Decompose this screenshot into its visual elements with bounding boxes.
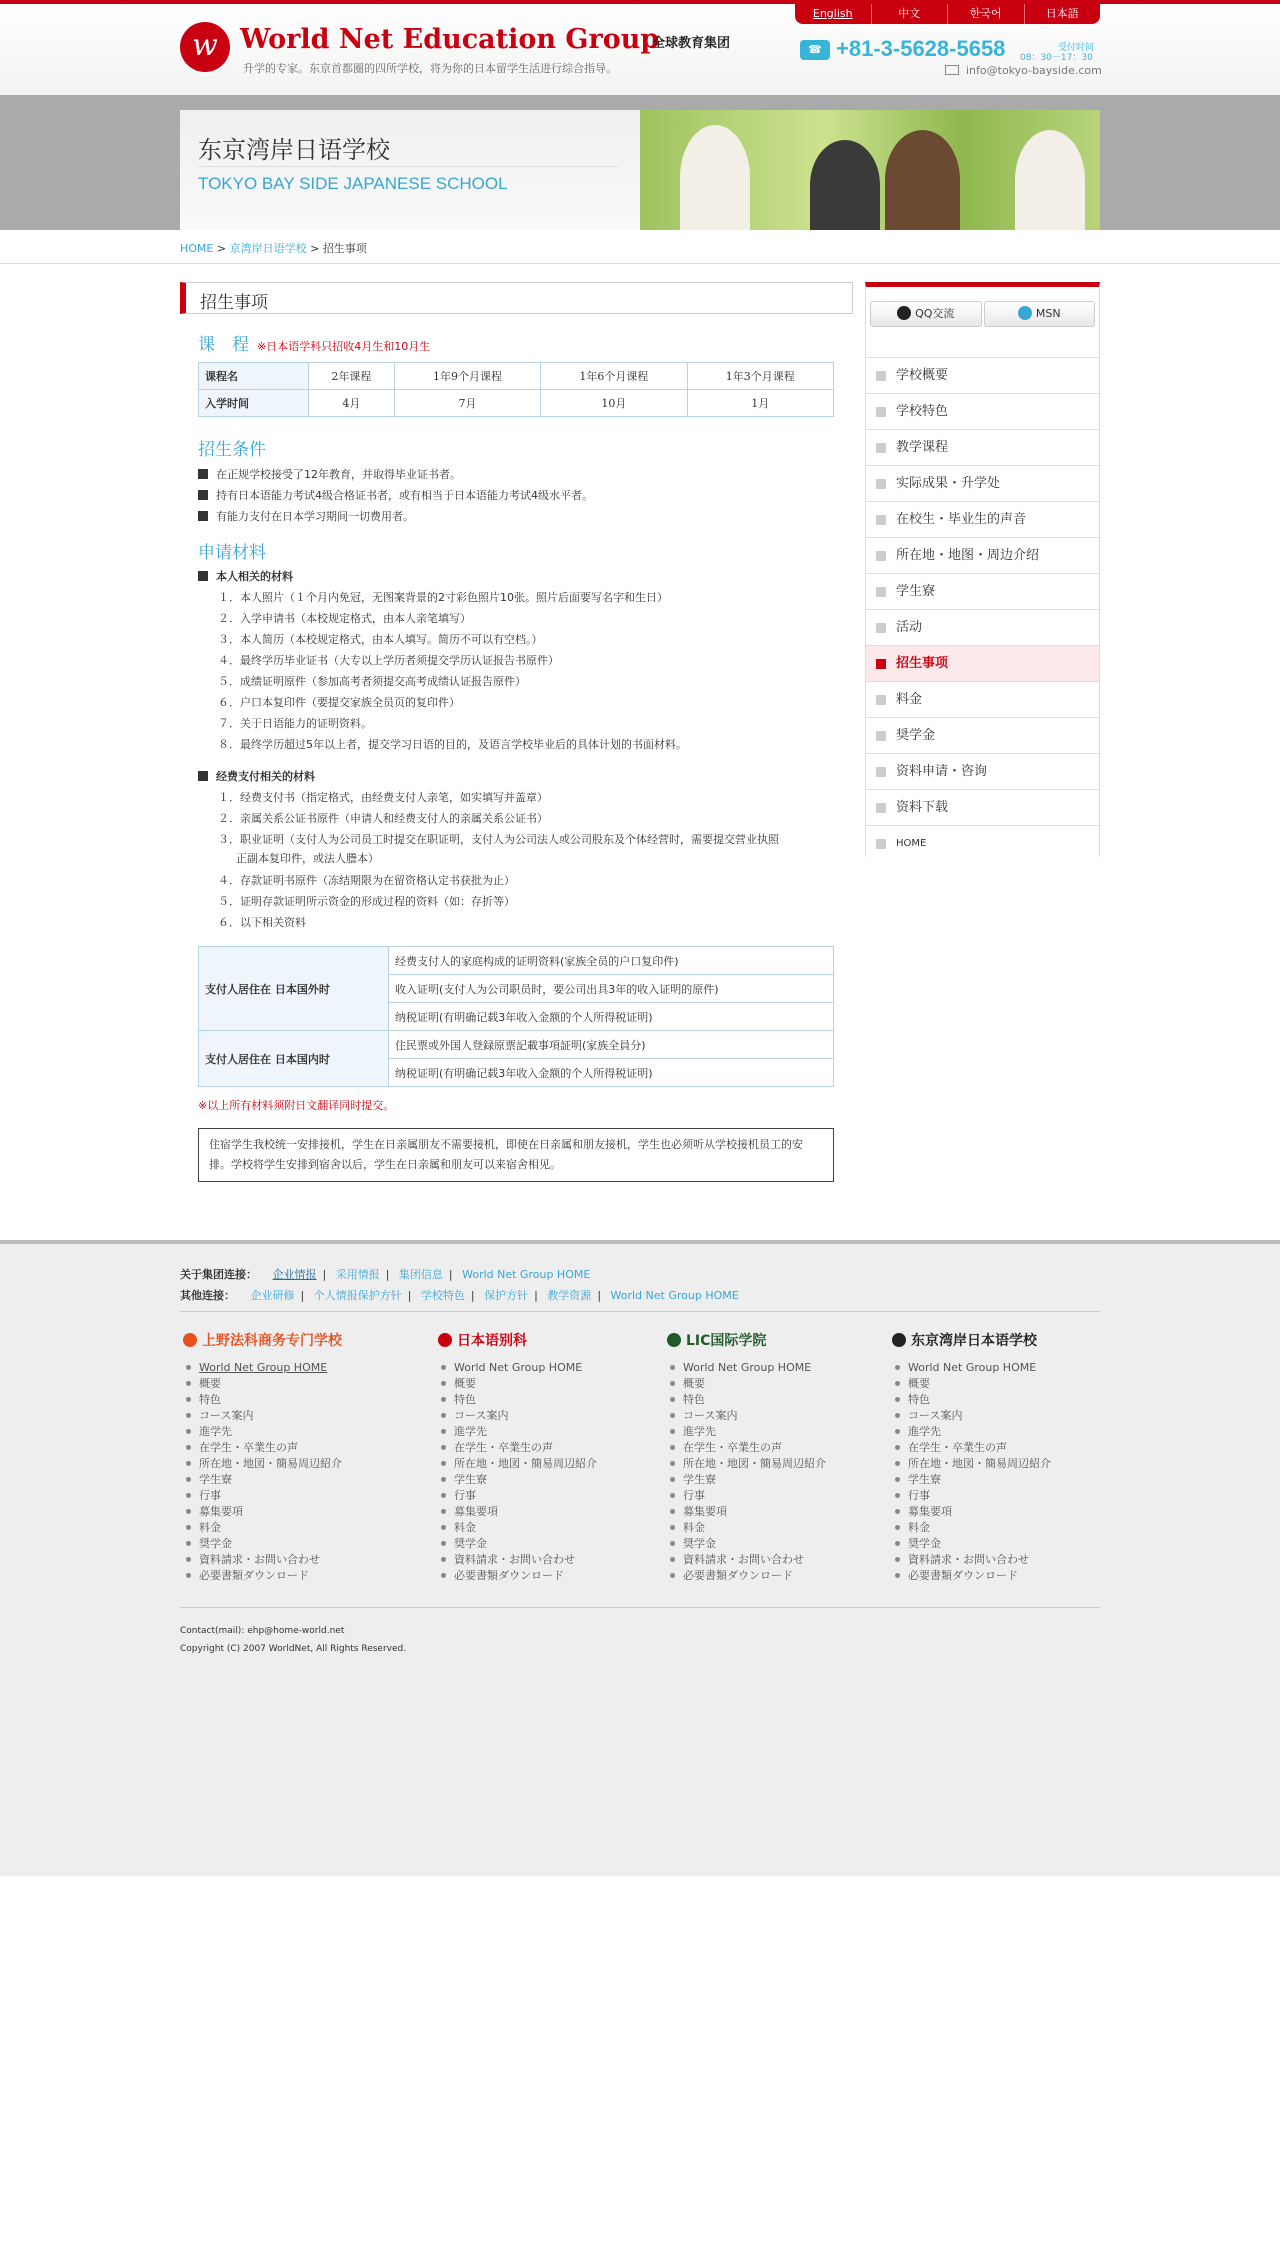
list-item[interactable]: World Net Group HOME xyxy=(438,1360,668,1376)
table-row xyxy=(199,1031,834,1059)
breadcrumb-current: 招生事项 xyxy=(322,242,367,255)
column-title-text: 日本语别科 xyxy=(457,1333,527,1349)
list-item[interactable]: 行事 xyxy=(667,1488,897,1504)
list-item[interactable]: 奨学金 xyxy=(183,1536,413,1552)
list-item[interactable]: 概要 xyxy=(438,1376,668,1392)
site-header xyxy=(0,0,1280,95)
list-item[interactable]: 所在地・地図・簡易周辺紹介 xyxy=(667,1456,897,1472)
student-figure xyxy=(885,130,960,230)
list-item[interactable]: 資料請求・お問い合わせ xyxy=(438,1552,668,1568)
footer-column-title[interactable] xyxy=(183,1330,413,1350)
list-item[interactable]: 行事 xyxy=(438,1488,668,1504)
copyright: Copyright (C) 2007 WorldNet, All Rights Reserved. xyxy=(180,1644,407,1654)
qq-label: QQ交流 xyxy=(915,307,955,320)
list-item[interactable]: 必要書類ダウンロード xyxy=(438,1568,668,1584)
course-name-cell: 1年9个月课程 xyxy=(394,363,540,390)
list-item: ６．户口本复印件（要提交家族全员页的复印件） xyxy=(218,696,460,709)
course-note: ※日本语学科只招收4月生和10月生 xyxy=(257,340,431,353)
arrow-circle-icon xyxy=(667,1333,681,1347)
list-item: ４．存款证明书原件（冻结期限为在留资格认定书获批为止） xyxy=(218,874,515,887)
list-item: 正副本复印件，或法人謄本） xyxy=(236,852,379,865)
sidebar-item-fees[interactable]: 料金 xyxy=(866,681,1099,717)
list-item: ３．本人简历（本校规定格式，由本人填写。简历不可以有空档。） xyxy=(218,633,543,646)
list-item[interactable]: 在学生・卒業生の声 xyxy=(438,1440,668,1456)
list-item[interactable]: 特色 xyxy=(183,1392,413,1408)
students-photo xyxy=(640,110,1100,230)
list-item[interactable]: 所在地・地図・簡易周辺紹介 xyxy=(438,1456,668,1472)
column-title-text: 上野法科商务专门学校 xyxy=(202,1333,342,1349)
list-item: ７．关于日语能力的证明资料。 xyxy=(218,717,372,730)
entry-time-cell: 1月 xyxy=(687,390,833,417)
list-item: ８．最终学历超过5年以上者，提交学习日语的目的，及语言学校毕业后的具体计划的书面材料。 xyxy=(218,738,687,751)
course-name-cell: 1年6个月课程 xyxy=(541,363,687,390)
personal-materials-heading xyxy=(198,568,293,584)
sponsor-materials-heading xyxy=(198,768,315,784)
page-title: 招生事项 xyxy=(200,293,268,313)
logo-subtitle: 全球教育集团 xyxy=(652,36,731,51)
materials-title: 申请材料 xyxy=(198,543,266,563)
footer-column-title[interactable] xyxy=(892,1330,1100,1350)
sidebar-item-overview[interactable]: 学校概要 xyxy=(866,357,1099,393)
footer-column-tokyo-bayside xyxy=(892,1330,1100,1584)
list-item[interactable]: World Net Group HOME xyxy=(667,1360,897,1376)
list-item: ５．成绩证明原件（参加高考者须提交高考成绩认证报告原件） xyxy=(218,675,526,688)
footer-link[interactable]: 个人情报保护方针 xyxy=(313,1289,402,1302)
list-item[interactable]: 募集要項 xyxy=(183,1504,413,1520)
table-cell: 收入证明(支付人为公司职员时，要公司出具3年的收入证明的原件) xyxy=(389,975,834,1003)
list-item[interactable]: 資料請求・お問い合わせ xyxy=(667,1552,897,1568)
student-figure xyxy=(1015,130,1085,230)
japan-label: 支付人居住在 日本国内时 xyxy=(199,1031,389,1087)
list-item[interactable]: World Net Group HOME xyxy=(183,1360,413,1376)
list-item[interactable]: 特色 xyxy=(892,1392,1100,1408)
sidebar-menu xyxy=(866,357,1099,861)
contact-email[interactable]: info@tokyo-bayside.com xyxy=(966,64,1102,77)
list-item[interactable]: 行事 xyxy=(892,1488,1100,1504)
footer-divider xyxy=(180,1607,1100,1608)
list-item: ４．最终学历毕业证书（大专以上学历者须提交学历认证报告书原件） xyxy=(218,654,559,667)
footer-link[interactable]: 集团信息 xyxy=(398,1268,443,1281)
lang-chinese[interactable]: 中文 xyxy=(871,4,948,24)
course-name-cell: 1年3个月课程 xyxy=(687,363,833,390)
sidebar xyxy=(865,282,1100,857)
list-item[interactable]: 奨学金 xyxy=(667,1536,897,1552)
list-item[interactable]: 概要 xyxy=(183,1376,413,1392)
sidebar-item-features[interactable]: 学校特色 xyxy=(866,393,1099,429)
list-item[interactable]: 進学先 xyxy=(892,1424,1100,1440)
footer-divider xyxy=(180,1311,1100,1312)
column-title-text: LIC国际学院 xyxy=(686,1333,767,1349)
arrow-circle-icon xyxy=(183,1333,197,1347)
sidebar-item-curriculum[interactable]: 教学课程 xyxy=(866,429,1099,465)
sidebar-item-admissions[interactable]: 招生事项 xyxy=(866,645,1099,681)
sidebar-item-home[interactable]: HOME xyxy=(866,825,1099,861)
banner xyxy=(180,110,1100,230)
entry-time-cell: 10月 xyxy=(541,390,687,417)
list-item[interactable]: コース案内 xyxy=(183,1408,413,1424)
breadcrumb-separator: > xyxy=(216,242,227,255)
qq-icon xyxy=(897,306,911,320)
student-figure xyxy=(680,125,750,230)
student-figure xyxy=(810,140,880,230)
translation-note: ※以上所有材料须附日文翻译同时提交。 xyxy=(198,1099,395,1112)
list-item: ２．入学申请书（本校规定格式，由本人亲笔填写） xyxy=(218,612,471,625)
table-cell: 纳税证明(有明确记载3年收入金额的个人所得税证明) xyxy=(389,1003,834,1031)
msn-chat-button[interactable] xyxy=(984,301,1096,327)
list-item xyxy=(198,466,461,482)
banner-text-area xyxy=(180,110,640,230)
list-item[interactable]: 募集要項 xyxy=(667,1504,897,1520)
condition-text: 有能力支付在日本学习期间一切费用者。 xyxy=(216,510,414,523)
condition-text: 在正规学校接受了12年教育，并取得毕业证书者。 xyxy=(216,468,461,481)
list-item[interactable]: 募集要項 xyxy=(892,1504,1100,1520)
sidebar-item-dormitory[interactable]: 学生寮 xyxy=(866,573,1099,609)
list-item xyxy=(198,487,593,503)
breadcrumb xyxy=(180,240,367,256)
list-item[interactable]: 進学先 xyxy=(438,1424,668,1440)
table-cell: 纳税证明(有明确记载3年收入金额的个人所得税证明) xyxy=(389,1059,834,1087)
bullet-arrow-icon xyxy=(198,511,208,521)
course-name-header: 课程名 xyxy=(199,363,309,390)
course-table xyxy=(198,362,834,417)
course-title: 课 程 xyxy=(198,335,249,355)
other-links-row: 其他连接： 企业研修 | 个人情报保护方针 | 学校特色 | 保护方针 | 教学资源 | World Net Group HOME xyxy=(180,1289,739,1302)
phone-icon: ☎ xyxy=(800,40,830,60)
footer-link[interactable]: 学校特色 xyxy=(420,1289,465,1302)
list-item[interactable]: コース案内 xyxy=(438,1408,668,1424)
list-item[interactable]: 学生寮 xyxy=(183,1472,413,1488)
dormitory-note: 住宿学生我校统一安排接机，学生在日亲属朋友不需要接机，即使在日亲属和朋友接机，学生也必须听从学校接机员工的安排。学校将学生安排到宿舍以后，学生在日亲属和朋友可以来宿舍相见。 xyxy=(198,1128,834,1182)
list-item[interactable]: 概要 xyxy=(667,1376,897,1392)
arrow-circle-icon xyxy=(438,1333,452,1347)
page-title-box xyxy=(180,282,853,314)
list-item[interactable]: コース案内 xyxy=(667,1408,897,1424)
list-item xyxy=(198,508,414,524)
hours-label: 受付时间 xyxy=(1058,43,1095,53)
list-item[interactable]: 必要書類ダウンロード xyxy=(892,1568,1100,1584)
footer-column-japanese-dept xyxy=(438,1330,668,1584)
breadcrumb-school[interactable]: 京湾岸日语学校 xyxy=(229,242,307,255)
column-title-text: 东京湾岸日本语学校 xyxy=(911,1333,1037,1349)
list-item[interactable]: 奨学金 xyxy=(438,1536,668,1552)
footer-link[interactable]: World Net Group HOME xyxy=(462,1268,591,1281)
table-cell: 住民票或外国人登録原票記載事項証明(家族全員分) xyxy=(389,1031,834,1059)
sponsor-documents-table xyxy=(198,946,834,1087)
breadcrumb-separator: > xyxy=(310,242,320,255)
sidebar-item-scholarship[interactable]: 奨学金 xyxy=(866,717,1099,753)
footer-column-title[interactable] xyxy=(438,1330,668,1350)
course-section-title xyxy=(198,330,430,355)
sidebar-item-location[interactable]: 所在地・地图・周边介绍 xyxy=(866,537,1099,573)
language-bar xyxy=(795,4,1100,24)
footer-link-list xyxy=(892,1360,1100,1584)
breadcrumb-home[interactable]: HOME xyxy=(180,242,214,255)
logo-mark[interactable]: w xyxy=(180,22,230,72)
footer-link-list xyxy=(667,1360,897,1584)
chat-buttons xyxy=(870,301,1095,327)
msn-label: MSN xyxy=(1035,307,1061,320)
footer-link[interactable]: 教学资源 xyxy=(547,1289,592,1302)
entry-time-cell: 7月 xyxy=(394,390,540,417)
list-item[interactable]: 料金 xyxy=(438,1520,668,1536)
business-hours: 08：30－17：30 xyxy=(1020,53,1093,63)
footer-column-lic xyxy=(667,1330,897,1584)
heading-text: 经费支付相关的材料 xyxy=(216,770,315,783)
list-item: １．本人照片（１个月内免冠，无图案背景的2寸彩色照片10张。照片后面要写名字和生日） xyxy=(218,591,668,604)
bullet-arrow-icon xyxy=(198,771,208,781)
footer-link[interactable]: World Net Group HOME xyxy=(610,1289,739,1302)
list-item[interactable]: 奨学金 xyxy=(892,1536,1100,1552)
list-item: ６．以下相关资料 xyxy=(218,916,306,929)
sidebar-item-voices[interactable]: 在校生・毕业生的声音 xyxy=(866,501,1099,537)
table-row xyxy=(199,390,834,417)
group-links-row: 关于集团连接： 企业情报 | 采用情报 | 集团信息 | World Net Group HOME xyxy=(180,1268,591,1281)
list-item[interactable]: 必要書類ダウンロード xyxy=(667,1568,897,1584)
logo-title[interactable]: World Net Education Group xyxy=(240,24,660,55)
group-links-label: 关于集团连接： xyxy=(180,1268,257,1281)
course-name-cell: 2年课程 xyxy=(309,363,395,390)
list-item: １．经费支付书（指定格式，由经费支付人亲笔，如实填写并盖章） xyxy=(218,791,548,804)
footer-link[interactable]: 企业研修 xyxy=(250,1289,295,1302)
entry-time-header: 入学时间 xyxy=(199,390,309,417)
footer-link[interactable]: 企业情报 xyxy=(272,1268,317,1281)
table-row xyxy=(199,363,834,390)
lang-japanese[interactable]: 日本語 xyxy=(1024,4,1101,24)
phone-number: +81-3-5628-5658 xyxy=(836,36,1006,61)
list-item[interactable]: World Net Group HOME xyxy=(892,1360,1100,1376)
list-item[interactable]: 学生寮 xyxy=(892,1472,1100,1488)
list-item[interactable]: 料金 xyxy=(667,1520,897,1536)
bullet-arrow-icon xyxy=(198,571,208,581)
list-item[interactable]: 進学先 xyxy=(667,1424,897,1440)
heading-text: 本人相关的材料 xyxy=(216,570,293,583)
contact-mail[interactable]: Contact(mail): ehp@home-world.net xyxy=(180,1626,345,1636)
list-item[interactable]: 資料請求・お問い合わせ xyxy=(183,1552,413,1568)
list-item[interactable]: 特色 xyxy=(438,1392,668,1408)
footer-link[interactable]: 保护方针 xyxy=(484,1289,529,1302)
condition-text: 持有日本语能力考试4级合格证书者，或有相当于日本语能力考试4级水平者。 xyxy=(216,489,593,502)
footer-link-list xyxy=(438,1360,668,1584)
list-item[interactable]: 在学生・卒業生の声 xyxy=(892,1440,1100,1456)
list-item[interactable]: 進学先 xyxy=(183,1424,413,1440)
list-item[interactable]: 募集要項 xyxy=(438,1504,668,1520)
list-item[interactable]: 所在地・地図・簡易周辺紹介 xyxy=(183,1456,413,1472)
list-item: ３．职业证明（支付人为公司员工时提交在职证明，支付人为公司法人或公司股东及个体经营时，需要提交营业执照 xyxy=(218,833,779,846)
bullet-arrow-icon xyxy=(198,469,208,479)
footer-column-ueno xyxy=(183,1330,413,1584)
list-item[interactable]: 資料請求・お問い合わせ xyxy=(892,1552,1100,1568)
sidebar-item-inquiry[interactable]: 资料申请・咨询 xyxy=(866,753,1099,789)
table-cell: 经费支付人的家庭构成的证明资料(家族全员的户口复印件) xyxy=(389,947,834,975)
abroad-label: 支付人居住在 日本国外时 xyxy=(199,947,389,1031)
mail-icon xyxy=(945,65,959,75)
sidebar-item-activities[interactable]: 活动 xyxy=(866,609,1099,645)
entry-time-cell: 4月 xyxy=(309,390,395,417)
banner-subtitle: TOKYO BAY SIDE JAPANESE SCHOOL xyxy=(198,174,508,193)
list-item[interactable]: 学生寮 xyxy=(667,1472,897,1488)
list-item[interactable]: 料金 xyxy=(183,1520,413,1536)
list-item[interactable]: 在学生・卒業生の声 xyxy=(183,1440,413,1456)
list-item[interactable]: 概要 xyxy=(892,1376,1100,1392)
other-links-label: 其他连接： xyxy=(180,1289,235,1302)
list-item: ２．亲属关系公证书原件（申请人和经费支付人的亲属关系公证书） xyxy=(218,812,548,825)
list-item: ５．证明存款证明所示资金的形成过程的资料（如：存折等） xyxy=(218,895,515,908)
sidebar-item-results[interactable]: 实际成果・升学处 xyxy=(866,465,1099,501)
conditions-title: 招生条件 xyxy=(198,440,266,460)
footer-column-title[interactable] xyxy=(667,1330,897,1350)
slogan: 升学的专家。东京首都圈的四所学校，将为你的日本留学生活进行综合指导。 xyxy=(243,62,617,75)
list-item[interactable]: 在学生・卒業生の声 xyxy=(667,1440,897,1456)
lang-english[interactable]: English xyxy=(812,7,853,20)
list-item[interactable]: 行事 xyxy=(183,1488,413,1504)
banner-divider xyxy=(198,166,618,167)
list-item[interactable]: 所在地・地図・簡易周辺紹介 xyxy=(892,1456,1100,1472)
bullet-arrow-icon xyxy=(198,490,208,500)
footer-link[interactable]: 采用情报 xyxy=(335,1268,380,1281)
list-item[interactable]: 特色 xyxy=(667,1392,897,1408)
footer-link-list xyxy=(183,1360,413,1584)
lang-korean[interactable]: 한국어 xyxy=(947,4,1024,24)
banner-title: 东京湾岸日语学校 xyxy=(198,136,390,164)
arrow-circle-icon xyxy=(892,1333,906,1347)
qq-chat-button[interactable] xyxy=(870,301,982,327)
table-row xyxy=(199,947,834,975)
list-item[interactable]: 料金 xyxy=(892,1520,1100,1536)
list-item[interactable]: 必要書類ダウンロード xyxy=(183,1568,413,1584)
list-item[interactable]: 学生寮 xyxy=(438,1472,668,1488)
msn-icon xyxy=(1018,306,1032,320)
list-item[interactable]: コース案内 xyxy=(892,1408,1100,1424)
sidebar-item-downloads[interactable]: 资料下载 xyxy=(866,789,1099,825)
